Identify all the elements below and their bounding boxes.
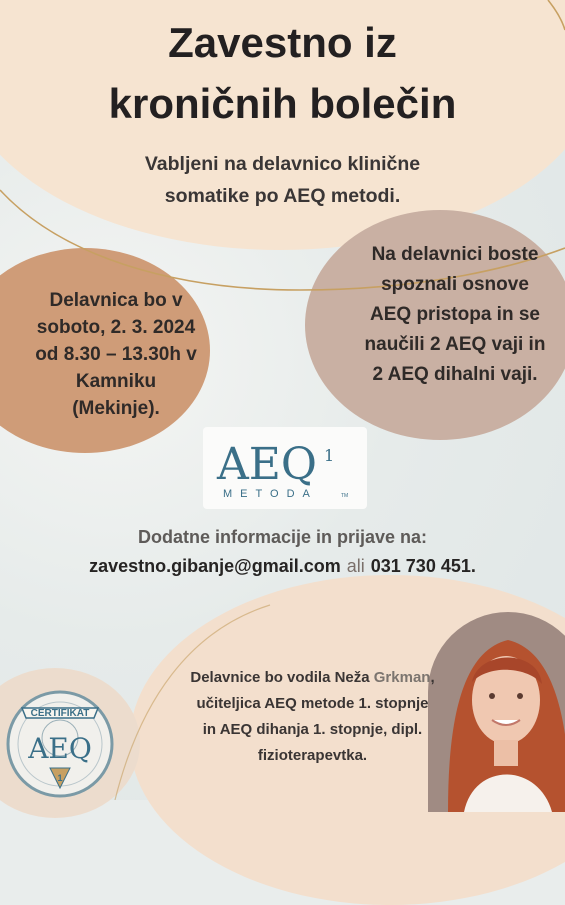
workshop-details [0,287,232,422]
content-line: spoznali osnove [381,274,529,295]
badge-number: 1 [57,773,63,783]
title-line-2: kroničnih bolečin [108,80,457,127]
badge-main-text: AEQ [28,732,92,765]
subtitle-line-2: somatike po AEQ metodi. [164,185,401,207]
logo-sub-text: METODA [223,488,318,500]
workshop-content [330,240,565,390]
instructor-photo [428,612,565,812]
contact-line [0,556,565,577]
logo-main-text: AEQ [217,439,317,490]
bio-name: Grkman [373,669,431,686]
logo-superscript: 1 [324,446,335,465]
certificate-badge [2,682,122,800]
content-line: 2 AEQ dihalni vaji. [372,364,538,385]
subtitle [0,148,565,212]
title-line-1: Zavestno iz [168,19,397,66]
contact-separator: ali [346,556,365,576]
instructor-bio [190,665,435,769]
details-line: Delavnica bo v [49,290,183,311]
content-line: AEQ pristopa in se [370,304,540,325]
content-line: Na delavnici boste [371,244,539,265]
bio-rest: , učiteljica AEQ metode 1. stopnje in AEQ dihanja 1. stopnje, dipl. fizioterapevtka. [196,669,435,764]
details-line: od 8.30 – 13.30h v [35,344,197,365]
content-line: naučili 2 AEQ vaji in [364,334,546,355]
aeq-logo-graphic [203,427,367,509]
details-line: soboto, 2. 3. 2024 [36,317,196,338]
subtitle-line-1: Vabljeni na delavnico klinične [144,153,421,175]
badge-top-text: CERTIFIKAT [30,708,90,719]
details-line: (Mekinje). [72,398,160,419]
bio-intro: Delavnice bo vodila Neža [190,669,370,686]
aeq-logo [203,427,367,509]
logo-tm: TM [341,493,349,499]
contact-label: Dodatne informacije in prijave na: [137,527,428,547]
contact-email[interactable]: zavestno.gibanje@gmail.com [89,556,341,576]
details-line: Kamniku [75,371,157,392]
contact-phone[interactable]: 031 730 451. [370,556,476,576]
